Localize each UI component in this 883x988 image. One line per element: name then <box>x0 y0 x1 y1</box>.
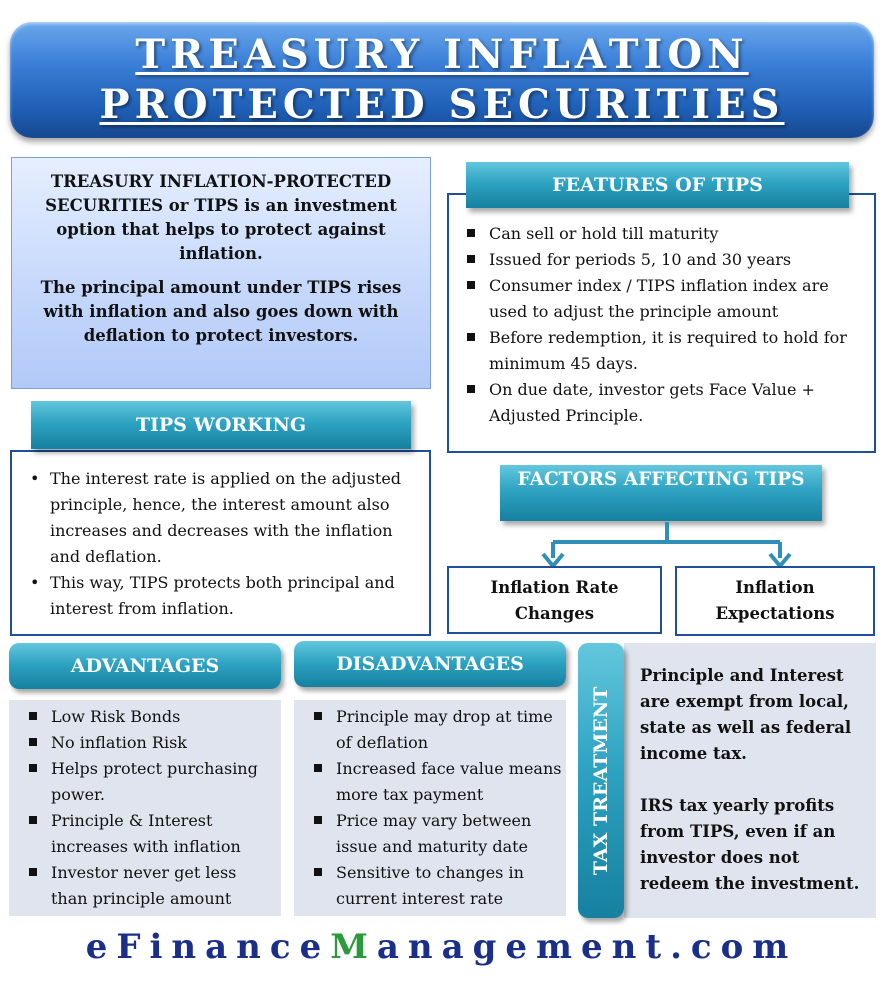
advantages-list <box>13 704 277 912</box>
tax-heading <box>578 643 624 918</box>
footer-brand <box>0 924 883 970</box>
working-panel <box>10 450 431 636</box>
disadvantages-heading: DISADVANTAGES <box>294 641 566 687</box>
factors-heading: FACTORS AFFECTING TIPS <box>500 465 822 521</box>
working-list <box>22 466 419 622</box>
disadvantages-panel <box>294 700 566 916</box>
intro-box <box>11 157 431 389</box>
advantages-panel <box>9 700 281 916</box>
list-item: On due date, investor gets Face Value + Adjusted Principle. <box>459 377 864 429</box>
tax-paragraph-2: IRS tax yearly profits from TIPS, even if an investor does not redeem the investment. <box>640 796 860 893</box>
footer-brand-part-2: M <box>330 927 377 967</box>
factor-inflation-rate-changes: Inflation Rate Changes <box>447 566 662 634</box>
list-item: Issued for periods 5, 10 and 30 years <box>459 247 864 273</box>
footer-brand-part-1: eFinance <box>85 927 331 967</box>
title-banner <box>10 22 874 138</box>
list-item: Consumer index / TIPS inflation index are used to adjust the principle amount <box>459 273 864 325</box>
list-item: No inflation Risk <box>13 730 277 756</box>
factor-inflation-expectations: Inflation Expectations <box>675 566 875 636</box>
factors-arrows <box>540 518 800 568</box>
intro-paragraph-2: The principal amount under TIPS rises with inflation and also goes down with deflation to protect investors. <box>40 278 402 345</box>
features-list <box>459 221 864 429</box>
working-heading: TIPS WORKING <box>31 401 411 449</box>
list-item: Increased face value means more tax payment <box>298 756 562 808</box>
list-item: Can sell or hold till maturity <box>459 221 864 247</box>
list-item: • The interest rate is applied on the adjusted principle, hence, the interest amount also increases and decreases with the inflation and deflation. <box>22 466 419 570</box>
disadvantages-list <box>298 704 562 912</box>
features-heading: FEATURES OF TIPS <box>466 162 849 208</box>
list-item: Investor never get less than principle amount <box>13 860 277 912</box>
list-item: Before redemption, it is required to hold for minimum 45 days. <box>459 325 864 377</box>
list-item: Low Risk Bonds <box>13 704 277 730</box>
list-item: Principle & Interest increases with inflation <box>13 808 277 860</box>
title-line-1: TREASURY INFLATION <box>135 31 749 78</box>
list-item: Price may vary between issue and maturity date <box>298 808 562 860</box>
list-item: Helps protect purchasing power. <box>13 756 277 808</box>
list-item: Principle may drop at time of deflation <box>298 704 562 756</box>
features-panel <box>447 193 876 453</box>
list-item: Sensitive to changes in current interest rate <box>298 860 562 912</box>
tax-paragraph-1: Principle and Interest are exempt from local, state as well as federal income tax. <box>640 666 852 763</box>
intro-paragraph-1: TREASURY INFLATION-PROTECTED SECURITIES or TIPS is an investment option that helps to protect against inflation. <box>45 172 397 263</box>
footer-brand-part-3: anagement.com <box>376 927 798 967</box>
advantages-heading: ADVANTAGES <box>9 643 281 689</box>
list-item: • This way, TIPS protects both principal and interest from inflation. <box>22 570 419 622</box>
tax-panel <box>624 643 876 918</box>
tax-heading-label: TAX TREATMENT <box>590 686 612 875</box>
title-line-2: PROTECTED SECURITIES <box>99 81 785 128</box>
